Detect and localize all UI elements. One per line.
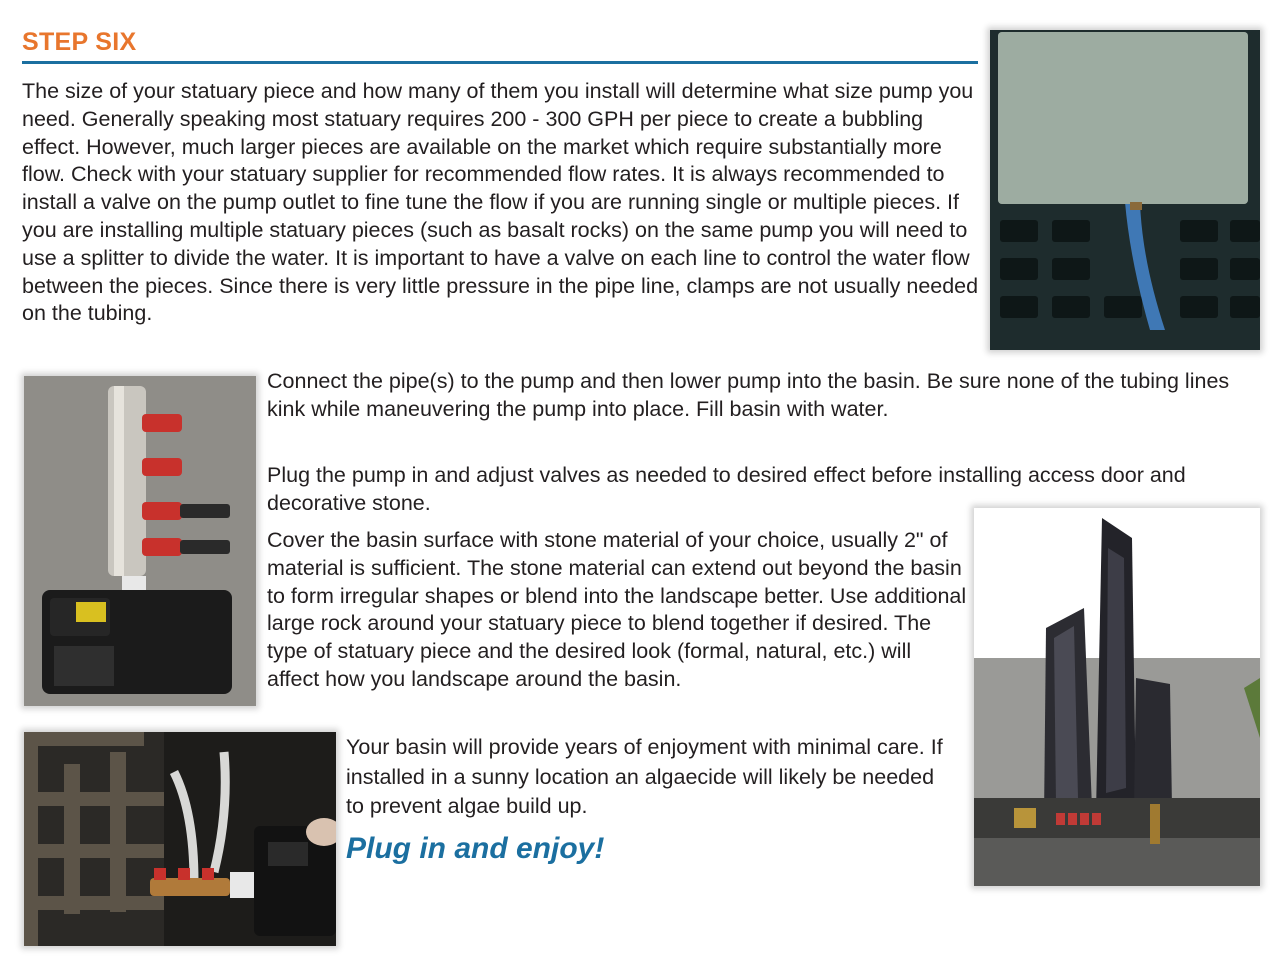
- statuary-block-photo: [990, 30, 1260, 350]
- pump-manifold-photo: [24, 376, 256, 706]
- connect-paragraph: Connect the pipe(s) to the pump and then lower pump into the basin. Be sure none of the tubing lines kink while maneuvering the pump into place. Fill basin with water.: [267, 369, 1230, 421]
- step-heading: STEP SIX: [22, 28, 137, 56]
- tagline: Plug in and enjoy!: [346, 832, 605, 865]
- plug-paragraph: Plug the pump in and adjust valves as needed to desired effect before installing access door and decorative stone.: [267, 463, 1186, 515]
- basalt-fountain-photo: [974, 508, 1260, 886]
- cover-paragraph: Cover the basin surface with stone material of your choice, usually 2" of material is sufficient. The stone material can extend out beyond the basin to form irregular shapes or blend into the landscape better. Use additional large rock around your statuary piece to blend together if desired. The type of statuary piece and the desired look (formal, natural, etc.) will affect how you landscape around the basin.: [267, 528, 967, 691]
- intro-paragraph: The size of your statuary piece and how many of them you install will determine what size pump you need. Generally speaking most statuary requires 200 - 300 GPH per piece to create a bubbling effect. However, much larger pieces are available on the market which require substantially more flow. Check with your statuary supplier for recommended flow rates. It is always recommended to install a valve on the pump outlet to fine tune the flow if you are running single or multiple pieces. If you are installing multiple statuary pieces (such as basalt rocks) on the same pump you will need to use a splitter to divide the water. It is important to have a valve on each line to control the water flow between the pieces. Since there is very little pressure in the pipe line, clamps are not usually needed on the tubing.: [22, 79, 979, 326]
- enjoy-paragraph: Your basin will provide years of enjoyment with minimal care. If installed in a sunny location an algaecide will likely be needed to prevent algae build up.: [346, 735, 943, 818]
- pump-in-basin-photo: [24, 732, 336, 946]
- heading-divider: [22, 61, 978, 64]
